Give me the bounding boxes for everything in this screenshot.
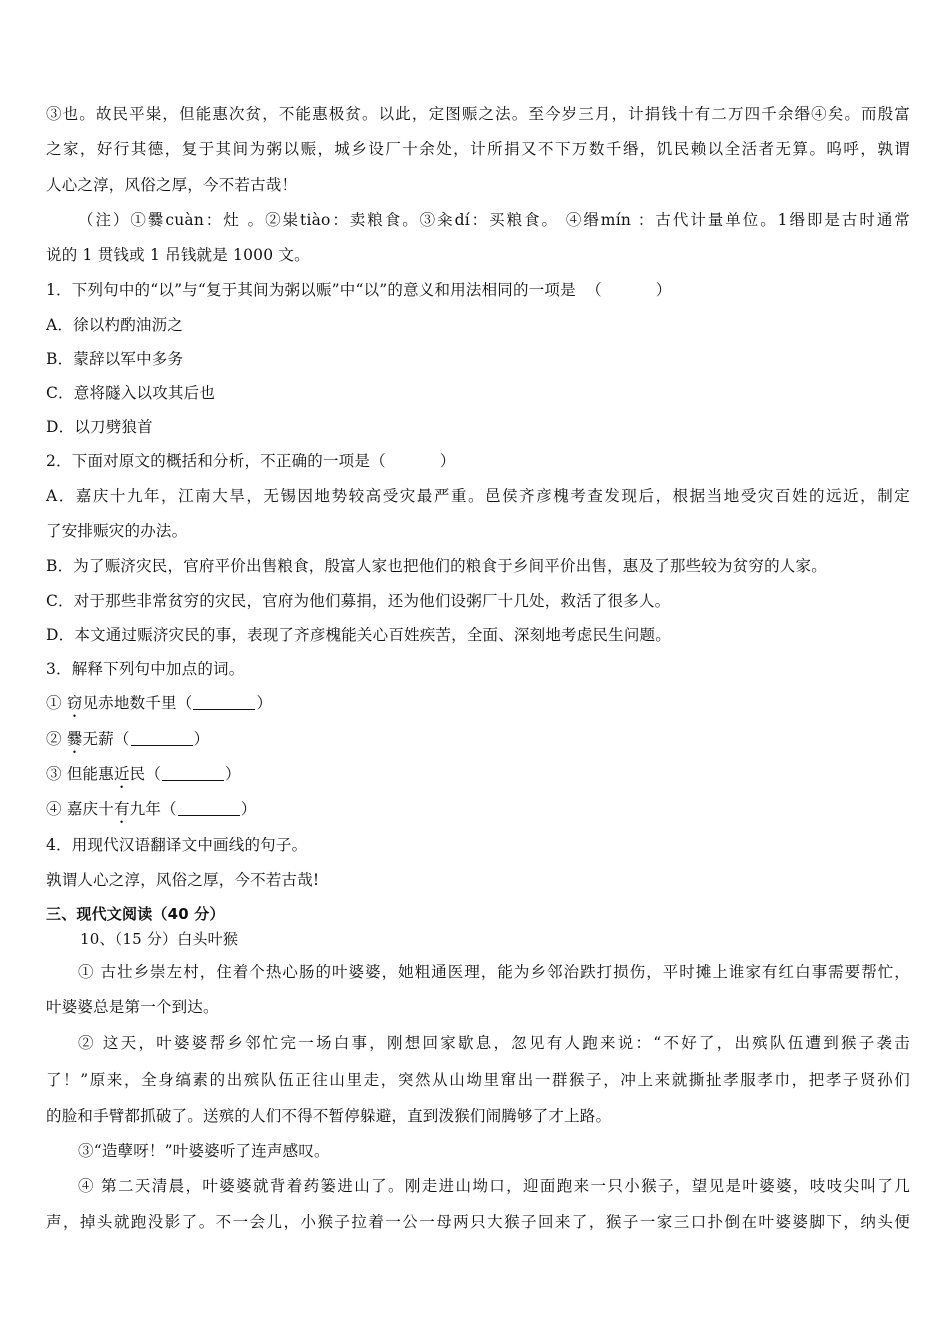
- question-2-option-c: C．对于那些非常贫穷的灾民，官府为他们募捐，还为他们设粥厂十几处，救活了很多人。: [46, 592, 671, 610]
- answer-blank[interactable]: [193, 695, 255, 710]
- passage-line: 之家，好行其德，复于其间为粥以赈，城乡设厂十余处，计所捐又不下万数千缗，饥民赖以全活者无算。呜呼，孰谓: [46, 140, 910, 158]
- question-3-item-3: ③ 但能惠近民（ ）: [46, 765, 241, 783]
- question-1-option-c: C．意将隧入以攻其后也: [46, 384, 216, 402]
- story-paragraph-4: ④ 第二天清晨，叶婆婆就背着药篓进山了。刚走进山坳口，迎面跑来一只小猴子，望见是叶婆婆，吱吱尖叫了几: [78, 1177, 910, 1195]
- answer-blank[interactable]: [162, 766, 224, 781]
- question-2-option-a: A．嘉庆十九年，江南大旱，无锡因地势较高受灾最严重。邑侯齐彦槐考查发现后，根据当地受灾百姓的远近，制定: [46, 487, 910, 505]
- story-paragraph-1: ① 古壮乡崇左村，住着个热心肠的叶婆婆，她粗通医理，能为乡邻治跌打损伤，平时摊上谁家有红白事需要帮忙，: [78, 963, 910, 981]
- story-paragraph-4-cont: 声，掉头就跑没影了。不一会儿，小猴子拉着一公一母两只大猴子回来了，猴子一家三口扑倒在叶婆婆脚下，纳头便: [46, 1213, 910, 1231]
- question-3-item-2: ② 爨无薪（ ）: [46, 730, 210, 748]
- section-heading: 三、现代文阅读（40 分）: [46, 905, 225, 923]
- passage-line: 人心之淳，风俗之厚，今不若古哉！: [46, 176, 298, 194]
- question-2-option-a-cont: 了安排赈灾的办法。: [46, 522, 188, 540]
- question-2-stem: 2．下面对原文的概括和分析，不正确的一项是（ ）: [46, 452, 456, 470]
- question-2-option-b: B．为了赈济灾民，官府平价出售粮食，殷富人家也把他们的粮食于乡间平价出售，惠及了那些较为贫穷的人家。: [46, 557, 827, 575]
- question-3-item-1: ① 窃见赤地数千里（ ）: [46, 694, 273, 712]
- question-3-stem: 3．解释下列句中加点的词。: [46, 660, 245, 678]
- story-paragraph-3: ③“造孽呀！”叶婆婆听了连声感叹。: [78, 1142, 330, 1160]
- story-paragraph-2-cont: 的脸和手臂都抓破了。送殡的人们不得不暂停躲避，直到泼猴们闹腾够了才上路。: [46, 1107, 612, 1125]
- question-4-sentence: 孰谓人心之淳，风俗之厚，今不若古哉!: [46, 871, 320, 889]
- question-3-item-4: ④ 嘉庆十有九年（ ）: [46, 800, 257, 818]
- passage-line: ③也。故民平粜，但能惠次贫，不能惠极贫。以此，定图赈之法。至今岁三月，计捐钱十有二万四千余缗④矣。而殷富: [46, 105, 910, 123]
- story-paragraph-2-cont: 了！”原来，全身缟素的出殡队伍正往山里走，突然从山坳里窜出一群猴子，冲上来就撕扯孝服孝巾，把孝子贤孙们: [46, 1071, 910, 1089]
- question-1-option-a: A．徐以杓酌油沥之: [46, 316, 183, 334]
- answer-blank[interactable]: [131, 731, 193, 746]
- question-4-stem: 4．用现代汉语翻译文中画线的句子。: [46, 836, 308, 854]
- story-paragraph-1-cont: 叶婆婆总是第一个到达。: [46, 998, 219, 1016]
- story-paragraph-2: ② 这天，叶婆婆帮乡邻忙完一场白事，刚想回家歇息，忽见有人跑来说：“不好了，出殡队伍遭到猴子袭击: [78, 1034, 910, 1052]
- question-1-option-d: D．以刀劈狼首: [46, 418, 153, 436]
- question-1-option-b: B．蒙辞以军中多务: [46, 350, 184, 368]
- footnote-line: 说的 1 贯钱或 1 吊钱就是 1000 文。: [46, 246, 310, 264]
- subsection-title: 10、（15 分）白头叶猴: [80, 930, 239, 948]
- question-2-option-d: D．本文通过赈济灾民的事，表现了齐彦槐能关心百姓疾苦，全面、深刻地考虑民生问题。: [46, 626, 671, 644]
- question-1-stem: 1．下列句中的“以”与“复于其间为粥以赈”中“以”的意义和用法相同的一项是 （ ）: [46, 281, 672, 299]
- footnote-line: （注）①爨cuàn：灶 。②粜tiào：卖粮食。③籴dí：买粮食。 ④缗mín ：古代计量单位。1缗即是古时通常: [78, 211, 910, 229]
- answer-blank[interactable]: [178, 801, 240, 816]
